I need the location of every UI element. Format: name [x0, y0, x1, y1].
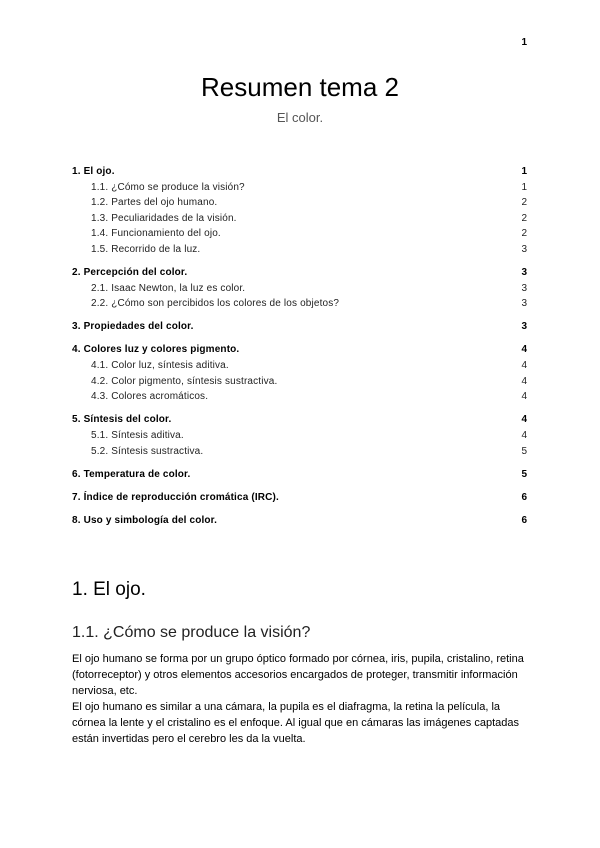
toc-entry-page: 4 [521, 429, 527, 441]
toc-entry-text: 1.4. Funcionamiento del ojo. [91, 228, 221, 240]
section-heading: 1. El ojo. [72, 579, 146, 600]
toc-entry[interactable] [72, 242, 527, 258]
toc-entry-text: 4.2. Color pigmento, síntesis sustractiva. [91, 375, 278, 387]
toc-entry-text: 4.1. Color luz, síntesis aditiva. [91, 360, 229, 372]
toc-entry-text: 4. Colores luz y colores pigmento. [72, 344, 240, 356]
toc-entry[interactable] [72, 358, 527, 374]
toc-entry[interactable] [72, 211, 527, 227]
toc-entry[interactable] [72, 513, 527, 529]
toc-entry[interactable] [72, 374, 527, 390]
toc-entry-page: 2 [521, 228, 527, 240]
toc-entry-page: 5 [521, 468, 527, 480]
toc-entry-text: 6. Temperatura de color. [72, 468, 191, 480]
toc-entry[interactable] [72, 164, 527, 180]
toc-entry-text: 5.2. Síntesis sustractiva. [91, 445, 204, 457]
toc-entry-text: 2. Percepción del color. [72, 267, 188, 279]
toc-entry[interactable] [72, 226, 527, 242]
toc-entry[interactable] [72, 296, 527, 312]
toc-entry[interactable] [72, 412, 527, 428]
toc-entry-page: 2 [521, 197, 527, 209]
toc-entry[interactable] [72, 389, 527, 405]
toc-entry[interactable] [72, 319, 527, 335]
toc-entry-page: 3 [521, 282, 527, 294]
toc-entry[interactable] [72, 467, 527, 483]
toc-entry-text: 1.1. ¿Cómo se produce la visión? [91, 181, 245, 193]
toc-entry-page: 3 [521, 243, 527, 255]
section-body [72, 651, 532, 747]
toc-entry-page: 6 [521, 514, 527, 526]
paragraph: El ojo humano es similar a una cámara, la pupila es el diafragma, la retina la película, la córnea la lente y el cristalino es el enfoque. Al igual que en cámaras las imágenes captadas están invertidas pero el cerebro les da la vuelta. [72, 701, 519, 745]
toc-entry-text: 5. Síntesis del color. [72, 414, 172, 426]
toc-entry[interactable] [72, 265, 527, 281]
table-of-contents [72, 164, 527, 528]
document-title: Resumen tema 2 [201, 72, 399, 102]
subsection-heading: 1.1. ¿Cómo se produce la visión? [72, 624, 311, 641]
paragraph: El ojo humano se forma por un grupo óptico formado por córnea, iris, pupila, cristalino, retina (fotorreceptor) y otros elementos accesorios encargados de proteger, transmitir información nerviosa, etc. [72, 653, 524, 697]
toc-entry-text: 1.3. Peculiaridades de la visión. [91, 212, 237, 224]
toc-entry[interactable] [72, 195, 527, 211]
toc-entry-page: 4 [521, 391, 527, 403]
toc-entry-page: 4 [521, 360, 527, 372]
toc-entry-text: 5.1. Síntesis aditiva. [91, 429, 184, 441]
page-number: 1 [521, 37, 527, 48]
toc-entry[interactable] [72, 281, 527, 297]
toc-entry-text: 8. Uso y simbología del color. [72, 514, 218, 526]
toc-entry[interactable] [72, 444, 527, 460]
toc-entry-page: 4 [521, 344, 527, 356]
toc-entry-page: 3 [521, 298, 527, 310]
toc-entry-page: 4 [521, 375, 527, 387]
toc-entry-page: 1 [521, 181, 527, 193]
toc-entry-text: 4.3. Colores acromáticos. [91, 391, 209, 403]
toc-entry-page: 3 [521, 321, 527, 333]
toc-entry-text: 1.5. Recorrido de la luz. [91, 243, 201, 255]
toc-entry-text: 7. Índice de reproducción cromática (IRC). [72, 491, 279, 503]
toc-entry[interactable] [72, 490, 527, 506]
toc-entry-page: 4 [521, 414, 527, 426]
toc-entry-text: 2.2. ¿Cómo son percibidos los colores de los objetos? [91, 298, 340, 310]
document-subtitle: El color. [276, 110, 324, 125]
toc-entry-page: 6 [521, 491, 527, 503]
toc-entry-text: 3. Propiedades del color. [72, 321, 194, 333]
toc-entry[interactable] [72, 428, 527, 444]
toc-entry[interactable] [72, 180, 527, 196]
toc-entry-page: 5 [521, 445, 527, 457]
toc-entry-text: 2.1. Isaac Newton, la luz es color. [91, 282, 246, 294]
toc-entry-text: 1. El ojo. [72, 166, 115, 177]
toc-entry-text: 1.2. Partes del ojo humano. [91, 197, 218, 209]
toc-entry[interactable] [72, 342, 527, 358]
toc-entry-page: 3 [521, 267, 527, 279]
toc-entry-page: 2 [521, 212, 527, 224]
toc-entry-page: 1 [521, 166, 527, 177]
